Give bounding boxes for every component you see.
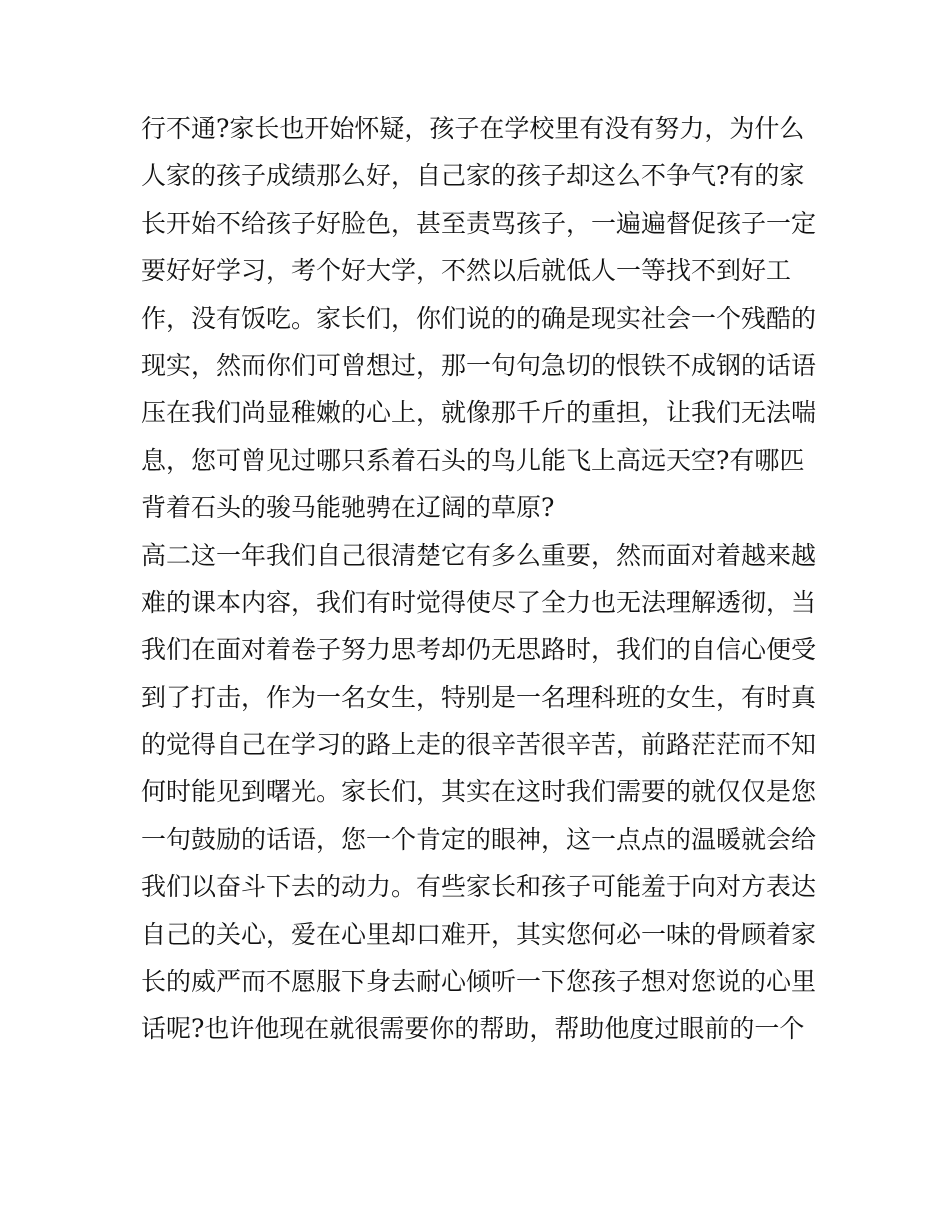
document-body	[141, 105, 821, 1053]
text-line: 息，您可曾见过哪只系着石头的鸟儿能飞上高远天空?有哪匹	[141, 445, 805, 475]
text-line: 人家的孩子成绩那么好，自己家的孩子却这么不争气?有的家	[141, 161, 805, 191]
text-line: 现实，然而你们可曾想过，那一句句急切的恨铁不成钢的话语	[141, 350, 817, 380]
text-line: 要好好学习，考个好大学，不然以后就低人一等找不到好工	[141, 256, 792, 286]
text-line: 高二这一年我们自己很清楚它有多么重要，然而面对着越来越	[141, 540, 817, 570]
text-line: 一句鼓励的话语，您一个肯定的眼神，这一点点的温暖就会给	[141, 824, 817, 854]
text-line: 的觉得自己在学习的路上走的很辛苦很辛苦，前路茫茫而不知	[141, 730, 817, 760]
text-line: 长开始不给孩子好脸色，甚至责骂孩子，一遍遍督促孩子一定	[141, 208, 817, 238]
text-line: 自己的关心，爱在心里却口难开，其实您何必一味的骨顾着家	[141, 919, 817, 949]
text-line: 背着石头的骏马能驰骋在辽阔的草原?	[141, 493, 555, 523]
text-line: 难的课本内容，我们有时觉得使尽了全力也无法理解透彻，当	[141, 587, 817, 617]
text-line: 行不通?家长也开始怀疑，孩子在学校里有没有努力，为什么	[141, 114, 805, 143]
text-line: 我们以奋斗下去的动力。有些家长和孩子可能羞于向对方表达	[141, 872, 817, 902]
text-line: 到了打击，作为一名女生，特别是一名理科班的女生，有时真	[141, 682, 817, 712]
text-line: 我们在面对着卷子努力思考却仍无思路时，我们的自信心便受	[141, 635, 817, 665]
text-line: 作，没有饭吃。家长们，你们说的的确是现实社会一个残酷的	[141, 303, 817, 333]
text-line: 长的威严而不愿服下身去耐心倾听一下您孩子想对您说的心里	[141, 967, 817, 997]
text-line: 话呢?也许他现在就很需要你的帮助，帮助他度过眼前的一个	[141, 1014, 805, 1044]
text-line: 何时能见到曙光。家长们，其实在这时我们需要的就仅仅是您	[141, 777, 817, 807]
text-line: 压在我们尚显稚嫩的心上，就像那千斤的重担，让我们无法喘	[141, 398, 817, 428]
